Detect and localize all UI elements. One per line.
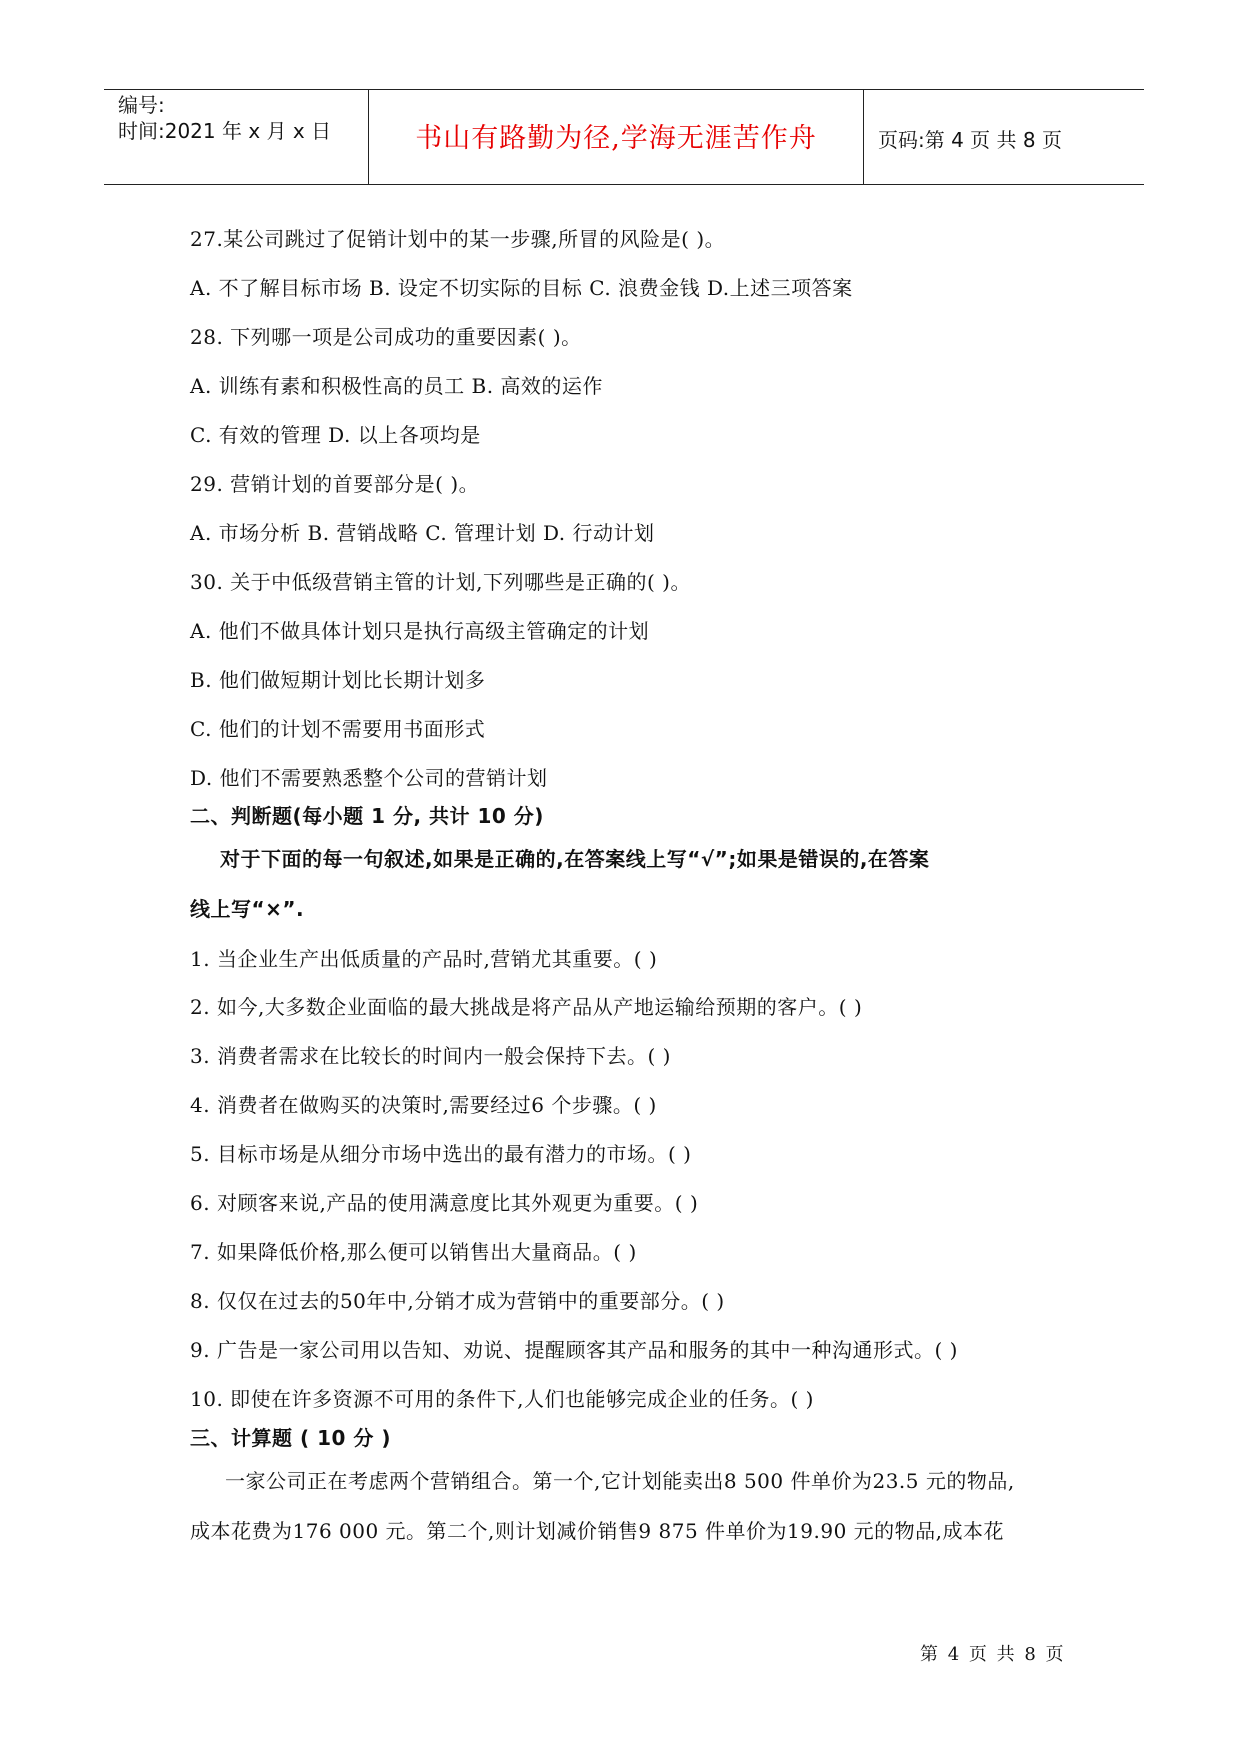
question-28-options-ab: A. 训练有素和积极性高的员工 B. 高效的运作	[190, 374, 603, 398]
question-30-option-b: B. 他们做短期计划比长期计划多	[190, 668, 486, 692]
page-footer: 第 4 页 共 8 页	[920, 1644, 1066, 1665]
statement-7: 7. 如果降低价格,那么便可以销售出大量商品。( )	[190, 1240, 637, 1264]
true-false-instructions: 对于下面的每一句叙述,如果是正确的,在答案线上写“√”;如果是错误的,在答案	[220, 847, 930, 871]
serial-label: 编号:	[118, 93, 165, 117]
statement-5: 5. 目标市场是从细分市场中选出的最有潜力的市场。( )	[190, 1142, 692, 1166]
statement-10: 10. 即使在许多资源不可用的条件下,人们也能够完成企业的任务。( )	[190, 1387, 814, 1411]
question-27: 27.某公司跳过了促销计划中的某一步骤,所冒的风险是( )。	[190, 227, 726, 251]
question-28-options-cd: C. 有效的管理 D. 以上各项均是	[190, 423, 481, 447]
header-page-cell	[864, 90, 1144, 184]
question-29-options: A. 市场分析 B. 营销战略 C. 管理计划 D. 行动计划	[190, 521, 655, 545]
question-30-option-c: C. 他们的计划不需要用书面形式	[190, 717, 486, 741]
statement-3: 3. 消费者需求在比较长的时间内一般会保持下去。( )	[190, 1044, 671, 1068]
header-info-cell	[104, 90, 369, 184]
statement-4: 4. 消费者在做购买的决策时,需要经过6 个步骤。( )	[190, 1093, 657, 1117]
question-27-options: A. 不了解目标市场 B. 设定不切实际的目标 C. 浪费金钱 D.上述三项答案	[190, 276, 853, 300]
section-heading-true-false: 二、判断题(每小题 1 分, 共计 10 分)	[190, 804, 544, 828]
page-header	[104, 89, 1144, 185]
statement-6: 6. 对顾客来说,产品的使用满意度比其外观更为重要。( )	[190, 1191, 699, 1215]
calculation-paragraph-line-2: 成本花费为176 000 元。第二个,则计划减价销售9 875 件单价为19.90 元的物品,成本花	[190, 1519, 1005, 1543]
question-28: 28. 下列哪一项是公司成功的重要因素( )。	[190, 325, 582, 349]
calculation-paragraph-line-1: 一家公司正在考虑两个营销组合。第一个,它计划能卖出8 500 件单价为23.5 元的物品,	[225, 1469, 1015, 1493]
statement-1: 1. 当企业生产出低质量的产品时,营销尤其重要。( )	[190, 947, 658, 971]
statement-9: 9. 广告是一家公司用以告知、劝说、提醒顾客其产品和服务的其中一种沟通形式。( )	[190, 1338, 958, 1362]
question-30-option-a: A. 他们不做具体计划只是执行高级主管确定的计划	[190, 619, 650, 643]
time-label: 时间:2021 年 x 月 x 日	[118, 119, 332, 143]
question-29: 29. 营销计划的首要部分是( )。	[190, 472, 480, 496]
page-code: 页码:第 4 页 共 8 页	[878, 128, 1062, 152]
question-30: 30. 关于中低级营销主管的计划,下列哪些是正确的( )。	[190, 570, 691, 594]
statement-8: 8. 仅仅在过去的50年中,分销才成为营销中的重要部分。( )	[190, 1289, 725, 1313]
statement-2: 2. 如今,大多数企业面临的最大挑战是将产品从产地运输给预期的客户。( )	[190, 995, 863, 1019]
motto: 书山有路勤为径,学海无涯苦作舟	[415, 123, 817, 154]
header-motto-cell	[369, 90, 864, 184]
section-heading-calculation: 三、计算题 ( 10 分 )	[190, 1426, 391, 1450]
true-false-instructions-cont: 线上写“×”.	[190, 897, 305, 921]
question-30-option-d: D. 他们不需要熟悉整个公司的营销计划	[190, 766, 548, 790]
